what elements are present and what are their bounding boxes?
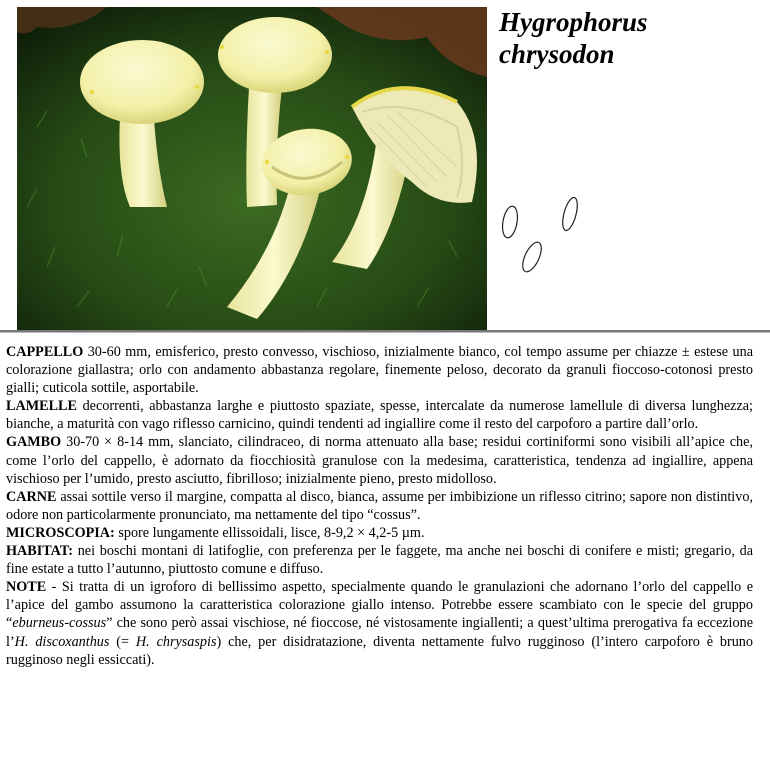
mushroom-photo: [17, 7, 487, 330]
section-label: MICROSCOPIA:: [6, 524, 115, 541]
spore-outline: [519, 240, 545, 275]
mushroom-illustration: [17, 7, 487, 330]
section-label: GAMBO: [6, 434, 62, 451]
section-text: assai sottile verso il margine, compatta al disco, bianca, assume per imbibizione un riflesso citrino; sapore non distintivo, odore non particolarmente pronunciato, ma nettamente del tipo “cossus”.: [6, 488, 753, 523]
section-label: CAPPELLO: [6, 344, 84, 360]
section-text: nei boschi montani di latifoglie, con preferenza per le faggete, ma anche nei boschi di conifere e misti; gregario, da fine estate a tutto l’autunno, piuttosto comune e diffuso.: [6, 543, 753, 578]
section-divider: [0, 330, 770, 333]
section-label: LAMELLE: [6, 398, 77, 415]
description-text: [6, 343, 753, 669]
italic-term: H. chrysaspis: [135, 633, 217, 650]
italic-term: H. discoxanthus: [14, 633, 110, 650]
section-label: HABITAT:: [6, 543, 73, 560]
section-text: decorrenti, abbastanza larghe e piuttosto spaziate, spesse, intercalate da numerose lamellule di diversa lunghezza; bianche, a maturità con vago riflesso carnicino, quindi tendenti ad ingiallire come il resto del carpoforo a partire dall’orlo.: [6, 398, 753, 433]
species-genus: Hygrophorus: [499, 7, 648, 37]
italic-term: eburneus-cossus: [12, 615, 107, 632]
spore-drawing: [495, 190, 595, 280]
spore-outline: [500, 205, 519, 239]
section-habitat: [6, 542, 753, 578]
species-title: [499, 6, 764, 70]
section-text: ” che sono però assai vischiose, né fioccose, né vistosamente ingiallenti; a quest’ultima prerogativa fa eccezione l’: [6, 615, 753, 650]
section-text: 30-60 mm, emisferico, presto convesso, vischioso, inizialmente bianco, col tempo assume per chiazze ± estese una colorazione giallastra; orlo con andamento abbastanza regolare, finemente peloso, decorato da granuli fioccoso-cotonosi presto gialli; cuticola sottile, asportabile.: [6, 344, 753, 397]
section-note: [6, 578, 753, 668]
spore-outline: [560, 196, 580, 232]
section-label: NOTE: [6, 579, 47, 596]
section-text: ) che, per disidratazione, diventa nettamente fulvo rugginoso (l’intero carpoforo è bruno rugginoso negli essiccati).: [6, 633, 753, 668]
section-lamelle: [6, 397, 753, 433]
section-text: 30-70 × 8-14 mm, slanciato, cilindraceo, di norma attenuato alla base; residui cortiniformi sono visibili all’apice che, come l’orlo del cappello, è adornato da fiocchiosità granulose con la medesima, caratteristica, tendenza ad ingiallire, appena vischioso per l’umido, presto asciutto, fibrilloso; inizialmente pieno, presto midolloso.: [6, 434, 753, 487]
section-text: spore lungamente ellissoidali, lisce, 8-9,2 × 4,2-5 µm.: [114, 524, 425, 541]
section-cappello: [6, 343, 753, 397]
section-gambo: [6, 433, 753, 487]
section-carne: [6, 488, 753, 524]
section-label: CARNE: [6, 488, 57, 505]
section-text: - Si tratta di un igroforo di bellissimo aspetto, specialmente quando le granulazioni che adornano l’orlo del cappello e l’apice del gambo assumono la caratteristica colorazione giallo intenso. Potrebbe essere scambiato con le specie del gruppo “: [6, 579, 753, 632]
section-microscopia: [6, 524, 753, 542]
section-text: (=: [109, 633, 136, 650]
species-epithet: chrysodon: [499, 39, 615, 69]
